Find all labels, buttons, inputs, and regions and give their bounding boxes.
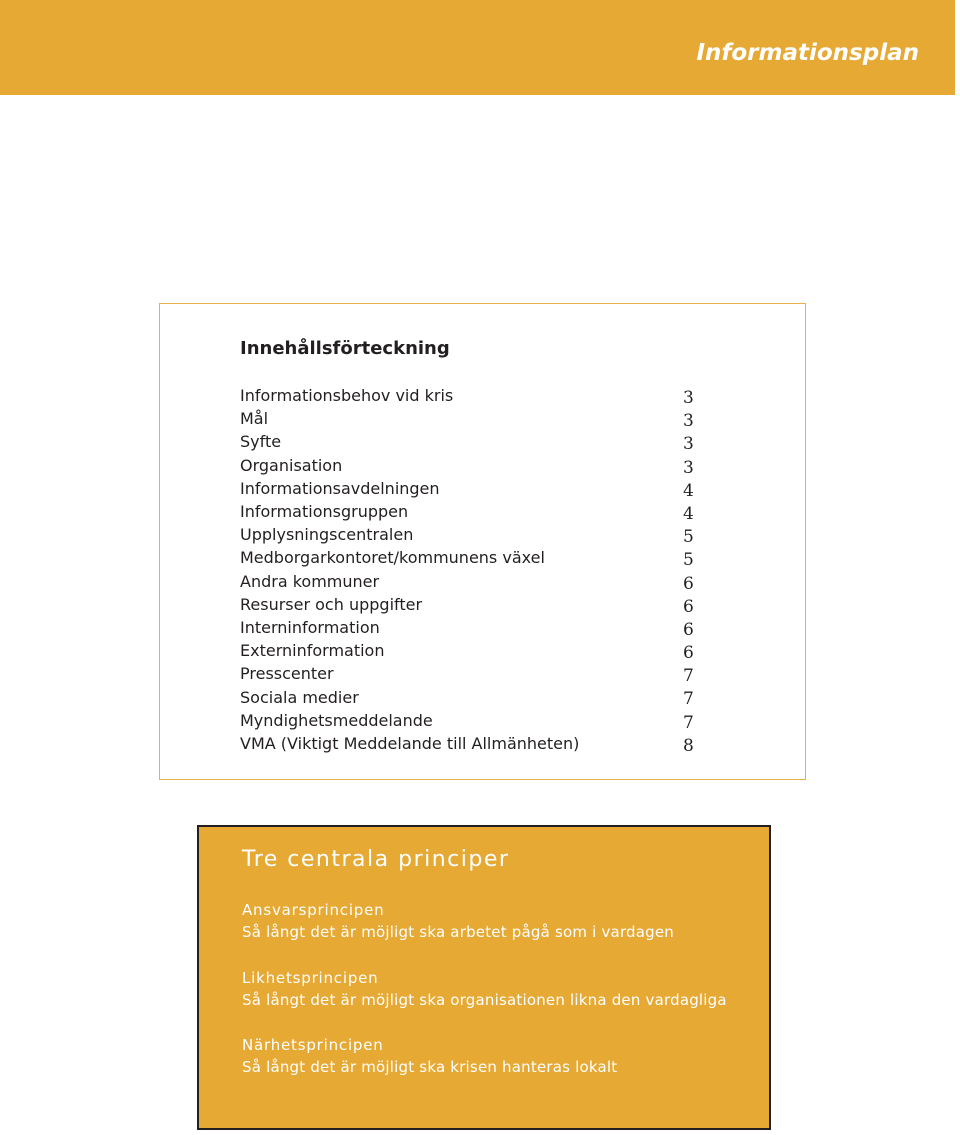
- toc-entry-label: VMA (Viktigt Meddelande till Allmänheten): [240, 733, 580, 753]
- toc-entry-page: 4: [683, 480, 694, 501]
- toc-entry-page: 7: [683, 712, 694, 733]
- toc-entry-page: 6: [683, 643, 694, 664]
- toc-entry[interactable]: [240, 709, 700, 732]
- toc-entry[interactable]: [240, 662, 700, 685]
- toc-entry[interactable]: [240, 639, 700, 662]
- toc-entry[interactable]: [240, 384, 700, 407]
- toc-entry-label: Medborgarkontoret/kommunens växel: [240, 548, 545, 568]
- toc-entry-page: 3: [683, 434, 694, 455]
- principle-item: [242, 899, 674, 943]
- principle-description: Så långt det är möjligt ska krisen hanteras lokalt: [242, 1058, 618, 1076]
- principle-name: Likhetsprincipen: [242, 969, 379, 987]
- toc-entry-page: 8: [683, 735, 694, 756]
- toc-entry-page: 6: [683, 573, 694, 594]
- toc-entry-label: Myndighetsmeddelande: [240, 710, 433, 730]
- toc-entry-page: 3: [683, 388, 694, 408]
- toc-entry-label: Informationsavdelningen: [240, 478, 440, 498]
- toc-entry-label: Sociala medier: [240, 687, 359, 707]
- toc-entry-label: Informationsgruppen: [240, 502, 409, 522]
- toc-entry[interactable]: [240, 570, 700, 593]
- toc-entry-page: 6: [683, 619, 694, 640]
- toc-entry[interactable]: [240, 593, 700, 616]
- table-of-contents: [159, 303, 806, 780]
- toc-entry-page: 5: [683, 527, 694, 548]
- toc-entry-page: 4: [683, 503, 694, 524]
- principle-description: Så långt det är möjligt ska organisationen likna den vardagliga: [242, 991, 727, 1009]
- toc-entry-label: Andra kommuner: [240, 571, 380, 591]
- toc-entry[interactable]: [240, 430, 700, 453]
- principles-box: [197, 825, 771, 1130]
- toc-entry[interactable]: [240, 546, 700, 569]
- toc-entry-page: 7: [683, 666, 694, 687]
- principle-item: [242, 1034, 617, 1078]
- principle-description: Så långt det är möjligt ska arbetet pågå som i vardagen: [242, 923, 675, 941]
- toc-entry-label: Interninformation: [240, 617, 380, 637]
- toc-list: [240, 384, 700, 755]
- toc-entry-label: Externinformation: [240, 641, 385, 661]
- toc-entry[interactable]: [240, 407, 700, 430]
- toc-entry[interactable]: [240, 454, 700, 477]
- principle-item: [242, 967, 727, 1011]
- toc-entry[interactable]: [240, 477, 700, 500]
- toc-entry-label: Presscenter: [240, 664, 334, 684]
- toc-entry[interactable]: [240, 616, 700, 639]
- document-title: Informationsplan: [696, 40, 919, 66]
- toc-entry-label: Mål: [240, 409, 269, 429]
- toc-entry-page: 7: [683, 689, 694, 710]
- toc-entry-page: 6: [683, 596, 694, 617]
- toc-entry-label: Upplysningscentralen: [240, 525, 414, 545]
- toc-entry-label: Resurser och uppgifter: [240, 594, 423, 614]
- toc-entry-page: 3: [683, 411, 694, 432]
- toc-entry-label: Informationsbehov vid kris: [240, 386, 454, 406]
- toc-heading: Innehållsförteckning: [240, 338, 450, 359]
- header-band: [0, 0, 955, 95]
- toc-entry[interactable]: [240, 523, 700, 546]
- toc-entry-label: Syfte: [240, 432, 282, 452]
- principle-name: Ansvarsprincipen: [242, 901, 385, 919]
- toc-entry[interactable]: [240, 732, 700, 755]
- principles-heading: Tre centrala principer: [242, 847, 510, 872]
- toc-entry-label: Organisation: [240, 455, 343, 475]
- toc-entry-page: 3: [683, 457, 694, 478]
- principle-name: Närhetsprincipen: [242, 1036, 384, 1054]
- toc-entry[interactable]: [240, 685, 700, 708]
- toc-entry-page: 5: [683, 550, 694, 571]
- toc-entry[interactable]: [240, 500, 700, 523]
